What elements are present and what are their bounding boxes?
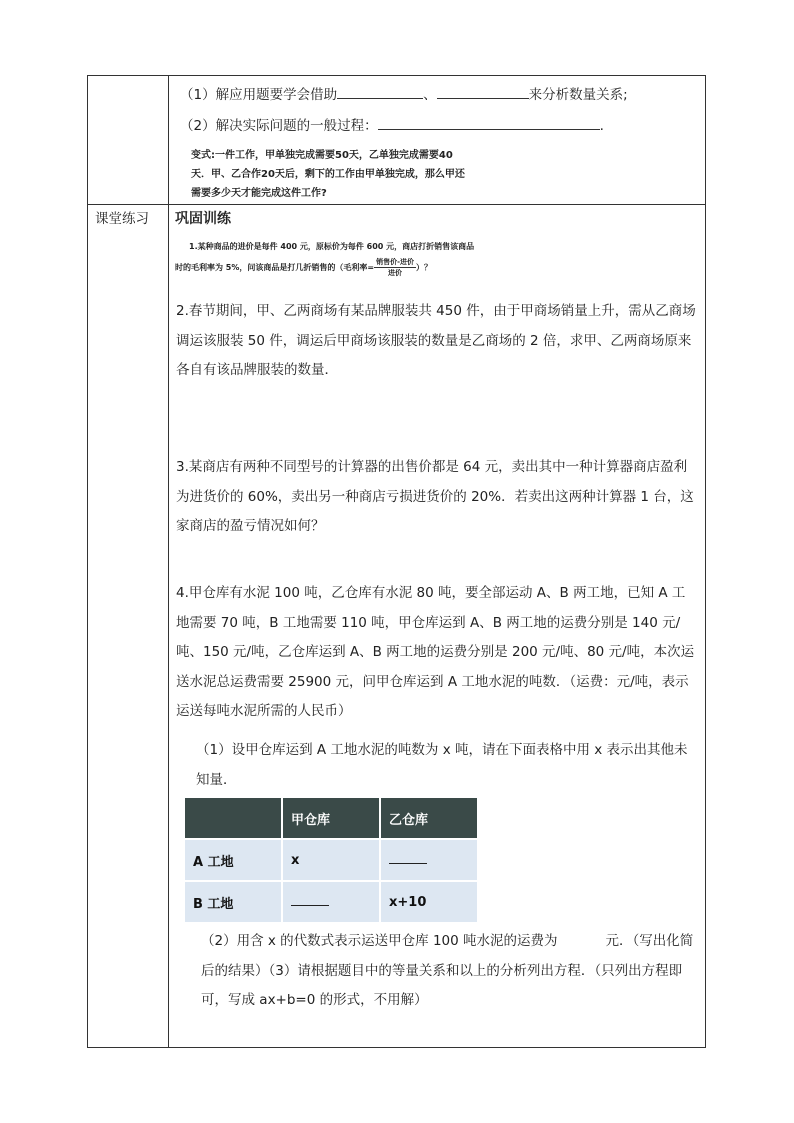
answer-blank — [291, 894, 329, 906]
table-cell: x — [283, 840, 379, 880]
question-1-line-2 — [175, 257, 432, 278]
summary-line-1 — [180, 84, 628, 105]
table-row — [185, 882, 477, 922]
answer-cell[interactable] — [381, 840, 477, 880]
summary-line-1-text-c: 来分析数量关系; — [528, 87, 628, 103]
answer-blank — [437, 84, 529, 99]
unknowns-table — [183, 796, 479, 924]
table-cell: x+10 — [381, 882, 477, 922]
question-4-part-1 — [196, 736, 696, 795]
row-label: B 工地 — [185, 882, 281, 922]
fraction-denominator: 进价 — [388, 269, 403, 277]
table-header-cell: 乙仓库 — [381, 798, 477, 838]
question-1-line-1: 1.某种商品的进价是每件 400 元，原标价为每件 600 元，商店打折销售该商品 — [189, 242, 475, 251]
answer-blank — [378, 115, 600, 130]
answer-cell[interactable] — [283, 882, 379, 922]
section-label: 课堂练习 — [95, 211, 149, 227]
table-header-cell: 甲仓库 — [283, 798, 379, 838]
margin-formula-fraction — [374, 257, 416, 278]
question-1-text: 时的毛利率为 5%，问该商品是打几折销售的（毛利率= — [175, 263, 375, 272]
summary-line-1-text-a: （1）解应用题要学会借助 — [180, 87, 338, 103]
question-2: 2.春节期间，甲、乙两商场有某品牌服装共 450 件，由于甲商场销量上升，需从乙商场调运该服装 50 件，调运后甲商场该服装的数量是乙商场的 2 倍，求甲、乙两商场原来各自有该品牌服装的数量． — [176, 303, 696, 378]
summary-line-2 — [180, 115, 604, 136]
row-label: A 工地 — [185, 840, 281, 880]
variation-line-3: 需要多少天才能完成这件工作? — [191, 188, 327, 199]
summary-line-2-text: （2）解决实际问题的一般过程： — [180, 118, 378, 134]
lesson-table — [87, 75, 706, 1048]
question-4-part-3-text: 元．（写出化简后的结果）（3）请根据题目中的等量关系和以上的分析列出方程．（只列出方程即可，写成 ax+b=0 的形式，不用解） — [201, 933, 694, 1008]
question-4: 4.甲仓库有水泥 100 吨，乙仓库有水泥 80 吨，要全部运动 A、B 两工地，已知 A 工地需要 70 吨，B 工地需要 110 吨，甲仓库运到 A、B 两工地的运费分别是 140 元/吨、150 元/吨，乙仓库运到 A、B 两工地的运费分别是 200 元/吨、80 元/吨，本次运送水泥总运费需要 25900 元，问甲仓库运到 A 工地水泥的吨数．（运费：元/吨，表示运送每吨水泥所需的人民币） — [176, 585, 695, 719]
table-row — [185, 840, 477, 880]
variation-line-2: 天．甲、乙合作20天后，剩下的工作由甲单独完成，那么甲还 — [191, 169, 465, 180]
column-divider — [168, 76, 169, 1047]
summary-line-1-text-b: 、 — [423, 87, 437, 103]
table-header-cell — [185, 798, 281, 838]
fraction-numerator: 销售价-进价 — [376, 258, 414, 266]
section-title: 巩固训练 — [175, 211, 231, 227]
question-1-end: ）？ — [415, 263, 432, 272]
answer-blank — [337, 84, 423, 99]
question-4-part-1-text: （1）设甲仓库运到 A 工地水泥的吨数为 x 吨，请在下面表格中用 x 表示出其他未知量． — [196, 742, 688, 788]
table-header-row — [185, 798, 477, 838]
question-4-part-2-3 — [201, 927, 701, 1016]
question-3: 3.某商店有两种不同型号的计算器的出售价都是 64 元，卖出其中一种计算器商店盈利为进货价的 60%，卖出另一种商店亏损进货价的 20%．若卖出这两种计算器 1 台，这家商店的盈亏情况如何？ — [176, 459, 694, 534]
row-divider — [88, 204, 705, 205]
question-4-part-2-text: （2）用含 x 的代数式表示运送甲仓库 100 吨水泥的运费为 — [201, 933, 558, 949]
summary-line-2-period: . — [599, 118, 604, 134]
variation-line-1: 变式:一件工作，甲单独完成需要50天，乙单独完成需要40 — [191, 150, 453, 161]
answer-blank — [389, 852, 427, 864]
